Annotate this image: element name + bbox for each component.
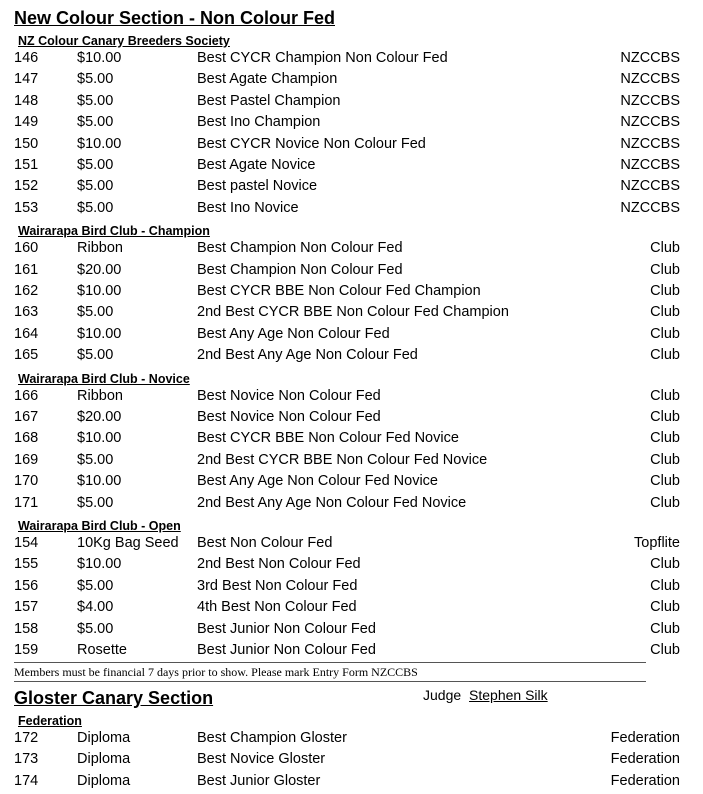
prize: $5.00 <box>77 304 114 321</box>
group-heading: Federation <box>18 714 82 728</box>
table-row <box>0 136 703 157</box>
table-row <box>0 751 703 772</box>
award-description: 2nd Best CYCR BBE Non Colour Fed Champion <box>197 304 509 321</box>
prize: $5.00 <box>77 92 114 109</box>
table-row <box>0 114 703 135</box>
prize: $5.00 <box>77 178 114 195</box>
prize: Ribbon <box>77 240 123 257</box>
class-number: 167 <box>14 409 39 425</box>
sponsor: Club <box>650 409 680 425</box>
award-description: 2nd Best Non Colour Fed <box>197 556 361 573</box>
award-description: Best Novice Non Colour Fed <box>197 387 381 404</box>
table-row <box>0 621 703 642</box>
sponsor: NZCCBS <box>620 114 680 131</box>
sponsor: Club <box>650 387 680 404</box>
sponsor: Club <box>650 620 680 637</box>
prize: Diploma <box>77 751 131 768</box>
sponsor: Club <box>650 304 680 321</box>
award-description: Best Non Colour Fed <box>197 535 333 551</box>
prize: $4.00 <box>77 599 114 616</box>
award-description: Best Novice Non Colour Fed <box>197 409 381 425</box>
prize: $5.00 <box>77 451 114 468</box>
table-row <box>0 262 703 283</box>
judge-name: Stephen Silk <box>469 687 548 703</box>
table-row <box>0 240 703 261</box>
award-description: 3rd Best Non Colour Fed <box>197 577 358 594</box>
award-description: Best Junior Non Colour Fed <box>197 642 376 658</box>
group-heading: NZ Colour Canary Breeders Society <box>18 34 230 48</box>
prize: 10Kg Bag Seed <box>77 535 179 551</box>
sponsor: Club <box>650 556 680 573</box>
prize: $5.00 <box>77 620 114 637</box>
prize: $10.00 <box>77 325 122 342</box>
class-number: 170 <box>14 473 39 490</box>
class-number: 148 <box>14 92 39 109</box>
class-number: 161 <box>14 261 39 278</box>
table-row <box>0 388 703 409</box>
table-row <box>0 535 703 556</box>
table-row <box>0 200 703 221</box>
table-row <box>0 71 703 92</box>
sponsor: Club <box>650 473 680 490</box>
class-number: 165 <box>14 347 39 364</box>
sponsor: Club <box>650 577 680 594</box>
class-number: 162 <box>14 283 39 299</box>
class-number: 159 <box>14 642 39 658</box>
award-description: Best Junior Non Colour Fed <box>197 620 376 637</box>
class-number: 146 <box>14 50 39 66</box>
sponsor: Club <box>650 240 680 257</box>
table-row <box>0 283 703 304</box>
class-number: 173 <box>14 751 39 768</box>
award-description: Best Champion Gloster <box>197 730 347 746</box>
prize: $10.00 <box>77 135 122 152</box>
prize: $20.00 <box>77 409 122 425</box>
award-description: Best Any Age Non Colour Fed Novice <box>197 473 438 490</box>
award-description: 4th Best Non Colour Fed <box>197 599 357 616</box>
sponsor: Topflite <box>634 535 680 551</box>
prize: $5.00 <box>77 157 114 173</box>
award-description: Best Champion Non Colour Fed <box>197 240 403 257</box>
prize: $5.00 <box>77 114 114 131</box>
class-number: 149 <box>14 114 39 131</box>
new-colour-section-title: New Colour Section - Non Colour Fed <box>14 8 335 28</box>
class-number: 155 <box>14 556 39 573</box>
prize: $5.00 <box>77 494 114 511</box>
table-row <box>0 495 703 516</box>
sponsor: Federation <box>610 772 680 789</box>
prize: $5.00 <box>77 199 114 216</box>
divider-top <box>14 662 646 663</box>
prize: $10.00 <box>77 556 122 573</box>
sponsor: Club <box>650 430 680 447</box>
divider-bottom <box>14 681 646 682</box>
class-number: 156 <box>14 577 39 594</box>
prize: $20.00 <box>77 261 122 278</box>
award-description: Best Agate Champion <box>197 71 338 88</box>
award-description: Best Ino Novice <box>197 199 299 216</box>
sponsor: Club <box>650 347 680 364</box>
class-number: 174 <box>14 772 39 789</box>
award-description: Best CYCR BBE Non Colour Fed Novice <box>197 430 459 447</box>
class-number: 172 <box>14 730 39 746</box>
sponsor: NZCCBS <box>620 71 680 88</box>
sponsor: NZCCBS <box>620 178 680 195</box>
table-row <box>0 304 703 325</box>
membership-note: Members must be financial 7 days prior to show. Please mark Entry Form NZCCBS <box>14 665 418 679</box>
table-row <box>0 430 703 451</box>
class-number: 166 <box>14 387 39 404</box>
class-number: 150 <box>14 135 39 152</box>
table-row <box>0 578 703 599</box>
prize: $5.00 <box>77 71 114 88</box>
award-description: Best Pastel Champion <box>197 92 341 109</box>
prize: $5.00 <box>77 347 114 364</box>
table-row <box>0 157 703 178</box>
class-number: 163 <box>14 304 39 321</box>
award-description: 2nd Best CYCR BBE Non Colour Fed Novice <box>197 451 488 468</box>
table-row <box>0 93 703 114</box>
table-row <box>0 642 703 663</box>
class-number: 171 <box>14 494 39 511</box>
award-description: Best Ino Champion <box>197 114 321 131</box>
table-row <box>0 473 703 494</box>
sponsor: Club <box>650 325 680 342</box>
sponsor: Club <box>650 642 680 658</box>
prize: $10.00 <box>77 430 122 447</box>
prize: $10.00 <box>77 283 122 299</box>
award-description: 2nd Best Any Age Non Colour Fed <box>197 347 418 364</box>
table-row <box>0 599 703 620</box>
award-description: Best CYCR Champion Non Colour Fed <box>197 50 448 66</box>
class-number: 160 <box>14 240 39 257</box>
award-description: Best Novice Gloster <box>197 751 326 768</box>
class-number: 151 <box>14 157 39 173</box>
table-row <box>0 326 703 347</box>
prize: Rosette <box>77 642 127 658</box>
class-number: 147 <box>14 71 39 88</box>
sponsor: Club <box>650 451 680 468</box>
table-row <box>0 452 703 473</box>
class-number: 152 <box>14 178 39 195</box>
award-description: Best CYCR Novice Non Colour Fed <box>197 135 426 152</box>
class-number: 153 <box>14 199 39 216</box>
judge-line <box>423 687 548 703</box>
award-description: Best Agate Novice <box>197 157 316 173</box>
table-row <box>0 347 703 368</box>
class-number: 157 <box>14 599 39 616</box>
judge-label: Judge <box>423 687 462 703</box>
sponsor: Club <box>650 261 680 278</box>
sponsor: NZCCBS <box>620 157 680 173</box>
sponsor: Federation <box>610 730 680 746</box>
sponsor: NZCCBS <box>620 135 680 152</box>
sponsor: NZCCBS <box>620 92 680 109</box>
award-description: Best pastel Novice <box>197 178 318 195</box>
sponsor: Club <box>650 599 680 616</box>
class-number: 158 <box>14 620 39 637</box>
prize: $5.00 <box>77 577 114 594</box>
gloster-section-title: Gloster Canary Section <box>14 688 214 708</box>
sponsor: Club <box>650 283 680 299</box>
award-description: Best Champion Non Colour Fed <box>197 261 403 278</box>
group-heading: Wairarapa Bird Club - Novice <box>18 371 190 386</box>
prize: $10.00 <box>77 473 122 490</box>
table-row <box>0 730 703 751</box>
prize: Ribbon <box>77 387 123 404</box>
sponsor: NZCCBS <box>620 50 680 66</box>
class-number: 164 <box>14 325 39 342</box>
table-row <box>0 409 703 430</box>
award-description: Best CYCR BBE Non Colour Fed Champion <box>197 283 481 299</box>
table-row <box>0 50 703 71</box>
award-description: Best Any Age Non Colour Fed <box>197 325 390 342</box>
group-heading: Wairarapa Bird Club - Champion <box>18 224 210 239</box>
prize: Diploma <box>77 772 131 789</box>
award-description: 2nd Best Any Age Non Colour Fed Novice <box>197 494 467 511</box>
class-number: 169 <box>14 451 39 468</box>
sponsor: Club <box>650 494 680 511</box>
award-description: Best Junior Gloster <box>197 772 321 789</box>
class-number: 154 <box>14 535 39 551</box>
group-heading: Wairarapa Bird Club - Open <box>18 519 181 533</box>
table-row <box>0 773 703 794</box>
prize: Diploma <box>77 730 131 746</box>
table-row <box>0 178 703 199</box>
table-row <box>0 556 703 577</box>
class-number: 168 <box>14 430 39 447</box>
sponsor: NZCCBS <box>620 199 680 216</box>
sponsor: Federation <box>610 751 680 768</box>
prize: $10.00 <box>77 50 122 66</box>
